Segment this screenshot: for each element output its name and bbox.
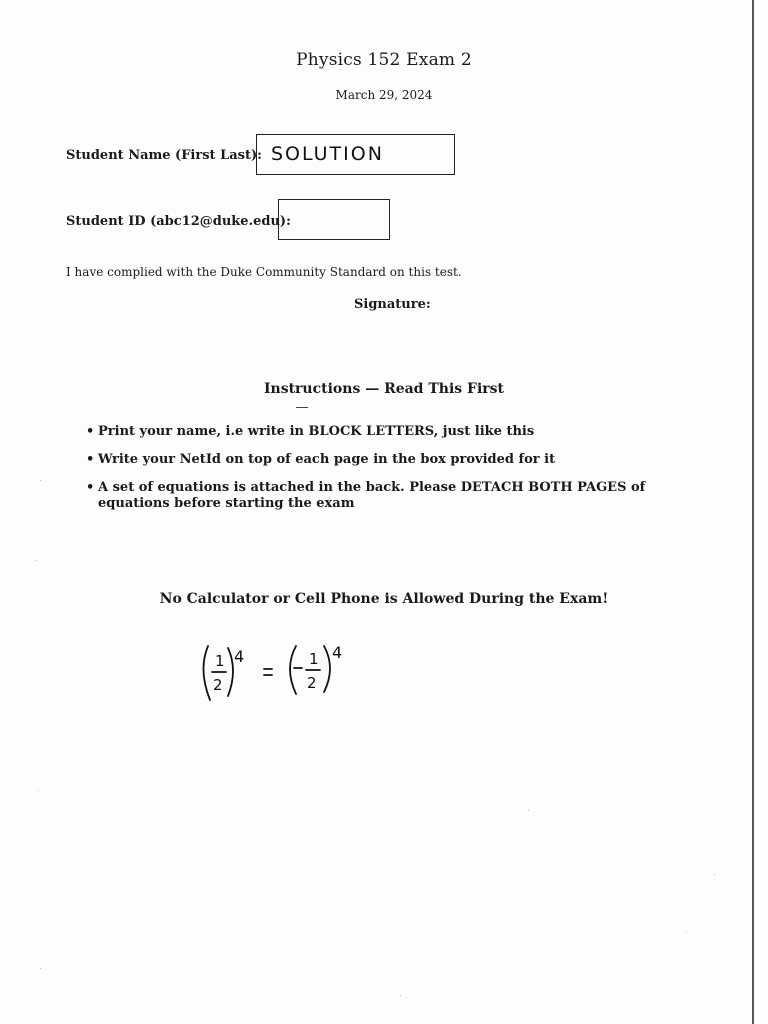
right-paren-close: [324, 646, 330, 692]
right-exponent: 4: [332, 643, 343, 662]
student-name-label-colon: :: [257, 148, 262, 163]
instructions-title-underline: [296, 407, 308, 408]
right-paren-open: [290, 646, 296, 694]
instruction-item: • Print your name, i.e write in BLOCK LETTERS, just like this: [86, 424, 706, 440]
right-numerator: 1: [309, 650, 319, 668]
student-name-value: SOLUTION: [271, 143, 384, 165]
student-name-label: [66, 148, 262, 163]
student-name-field[interactable]: [256, 134, 455, 175]
left-denominator: 2: [213, 676, 223, 694]
scan-speck: [36, 560, 37, 561]
exam-title: Physics 152 Exam 2: [296, 50, 472, 70]
scan-speck: [40, 480, 41, 481]
exam-date: March 29, 2024: [335, 88, 433, 102]
equals-sign: [264, 669, 272, 675]
compliance-statement: I have complied with the Duke Community Standard on this test.: [66, 265, 462, 279]
student-id-label: [66, 214, 291, 229]
student-id-field[interactable]: [278, 199, 390, 240]
instruction-item: • Write your NetId on top of each page in the box provided for it: [86, 452, 706, 468]
page-edge-line: [752, 0, 754, 1024]
student-id-label-colon: :: [286, 214, 291, 229]
scan-speck: [38, 790, 39, 791]
scan-speck: [40, 968, 41, 969]
handwritten-equation: [198, 638, 368, 708]
instructions-list: [86, 424, 706, 524]
scan-speck: [714, 874, 715, 875]
scan-speck: [400, 995, 401, 996]
signature-label: Signature:: [354, 297, 431, 312]
left-paren-close: [228, 648, 233, 696]
left-exponent: 4: [234, 647, 245, 666]
student-id-label-hint: (abc12@duke.edu): [150, 214, 287, 229]
instruction-item: • A set of equations is attached in the back. Please DETACH BOTH PAGES of equations before starting the exam: [86, 480, 706, 512]
instructions-title: Instructions — Read This First: [263, 381, 505, 397]
right-denominator: 2: [307, 674, 317, 692]
left-paren-open: [203, 646, 210, 700]
left-numerator: 1: [215, 652, 225, 670]
student-name-label-hint: (First Last): [175, 148, 258, 163]
student-id-label-text: Student ID: [66, 214, 151, 229]
no-calculator-warning: No Calculator or Cell Phone is Allowed During the Exam!: [159, 591, 609, 607]
scan-speck: [528, 810, 529, 811]
student-name-label-text: Student Name: [66, 148, 176, 163]
scan-speck: [686, 932, 687, 933]
